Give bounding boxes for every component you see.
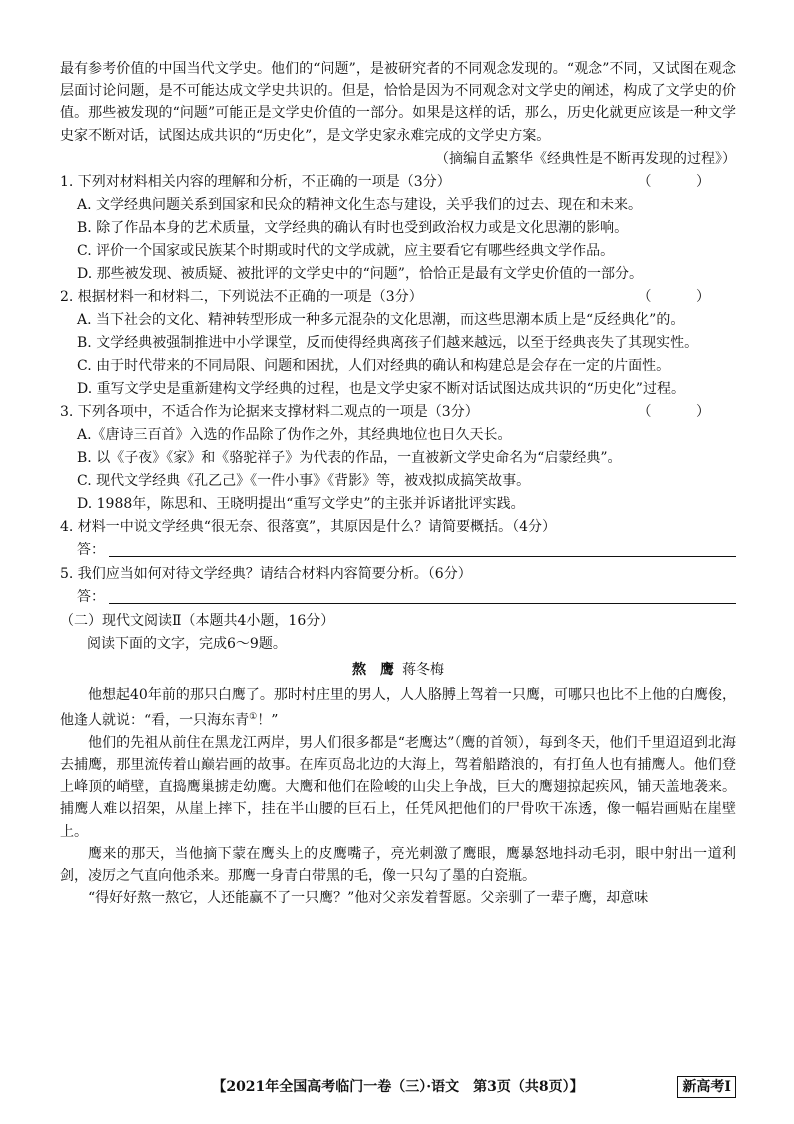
question-3: [60, 401, 736, 516]
option-c[interactable]: C. 现代文学经典《孔乙己》《一件小事》《背影》等，被戏拟成搞笑故事。: [77, 472, 531, 489]
option-a[interactable]: A. 当下社会的文化、精神转型形成一种多元混杂的文化思潮，而这些思潮本质上是“反经典化”的。: [77, 311, 685, 328]
option-c[interactable]: C. 由于时代带来的不同局限、问题和困扰，人们对经典的确认和构建总是会存在一定的片面性。: [77, 357, 671, 374]
footer-title: 【2021年全国高考临门一卷（三）·语文 第3页（共8页）】: [212, 1079, 584, 1095]
question-stem: 5. 我们应当如何对待文学经典？请结合材料内容简要分析。（6分）: [60, 565, 472, 582]
answer-label: 答：: [77, 541, 105, 558]
section-heading: （二）现代文阅读Ⅱ（本题共4小题，16分）: [60, 612, 335, 629]
story-paragraph-2: 他们的先祖从前住在黑龙江两岸，男人们很多都是“老鹰达”（鹰的首领），每到冬天，他们千里迢迢到北海去捕鹰，那里流传着山巅岩画的故事。在库页岛北边的大海上，驾着船踏浪的，有打鱼人也有捕鹰人。他们登上峰顶的峭壁，直捣鹰巢掳走幼鹰。大鹰和他们在险峻的山尖上争战，巨大的鹰翅掠起疾风，铺天盖地袭来。捕鹰人难以招架，从崖上摔下，挂在半山腰的巨石上，任凭风把他们的尸骨吹干冻透，像一幅岩画贴在崖壁上。: [60, 734, 736, 840]
answer-paren[interactable]: （ ）: [637, 288, 730, 305]
answer-row: [77, 586, 736, 609]
page-footer: [60, 1076, 736, 1098]
option-b[interactable]: B. 以《子夜》《家》和《骆驼祥子》为代表的作品，一直被新文学史命名为“启蒙经典”。: [77, 449, 622, 466]
source-citation: （摘编自孟繁华《经典性是不断再发现的过程》）: [435, 150, 736, 167]
story-paragraph-4: “得好好熬一熬它，人还能赢不了一只鹰？”他对父亲发着誓愿。父亲驯了一辈子鹰，却意味: [88, 890, 649, 907]
answer-paren[interactable]: （ ）: [637, 403, 730, 420]
story-title: 熬 鹰: [352, 661, 394, 678]
story-author: 蒋冬梅: [402, 661, 444, 678]
option-d[interactable]: D. 1988年，陈思和、王晓明提出“重写文学史”的主张并诉诸批评实践。: [77, 495, 525, 512]
passage-end: 最有参考价值的中国当代文学史。他们的“问题”，是被研究者的不同观念发现的。“观念”不同，又试图在观念层面讨论问题，是不可能达成文学史共识的。但是，恰恰是因为不同观念对文学史的阐述，构成了文学史的价值。那些被发现的“问题”可能正是文学史价值的一部分。如果是这样的话，那么，历史化就更应该是一种文学史家不断对话，试图达成共识的“历史化”，是文学史家永难完成的文学史方案。: [60, 61, 736, 144]
answer-label: 答：: [77, 588, 105, 605]
question-2: [60, 286, 736, 401]
option-c[interactable]: C. 评价一个国家或民族某个时期或时代的文学成就，应主要看它有哪些经典文学作品。: [77, 242, 615, 259]
question-4: [60, 516, 736, 562]
option-d[interactable]: D. 重写文学史是重新建构文学经典的过程，也是文学史家不断对话试图达成共识的“历史化”过程。: [77, 380, 685, 397]
option-b[interactable]: B. 文学经典被强制推进中小学课堂，反而使得经典离孩子们越来越远，以至于经典丧失了其现实性。: [77, 334, 699, 351]
section-instruction: 阅读下面的文字，完成6～9题。: [87, 635, 287, 652]
answer-paren[interactable]: （ ）: [637, 173, 730, 190]
exam-tag: 新高考Ⅰ: [677, 1076, 736, 1098]
story-title-row: [60, 658, 736, 682]
answer-line[interactable]: [109, 589, 736, 604]
question-stem: 2. 根据材料一和材料二，下列说法不正确的一项是（3分）: [60, 288, 423, 305]
question-stem: 1. 下列对材料相关内容的理解和分析，不正确的一项是（3分）: [60, 173, 451, 190]
option-a[interactable]: A.《唐诗三百首》入选的作品除了伪作之外，其经典地位也日久天长。: [77, 426, 512, 443]
option-a[interactable]: A. 文学经典问题关系到国家和民众的精神文化生态与建设，关乎我们的过去、现在和未来。: [77, 196, 643, 213]
option-b[interactable]: B. 除了作品本身的艺术质量，文学经典的确认有时也受到政治权力或是文化思潮的影响。: [77, 219, 629, 236]
question-1: [60, 171, 736, 286]
answer-line[interactable]: [109, 542, 736, 557]
story-paragraph-3: 鹰来的那天，当他摘下蒙在鹰头上的皮鹰嘴子，亮光刺激了鹰眼，鹰暴怒地抖动毛羽，眼中射出一道利剑，凌厉之气直向他杀来。那鹰一身青白带黑的毛，像一只勾了墨的白瓷瓶。: [60, 845, 736, 885]
footnote-mark: ①: [249, 712, 258, 723]
question-stem: 3. 下列各项中，不适合作为论据来支撑材料二观点的一项是（3分）: [60, 403, 479, 420]
story-paragraph-1: 他想起40年前的那只白鹰了。那时村庄里的男人，人人胳膊上驾着一只鹰，可哪只也比不上他的白鹰俊，他逢人就说：“看，一只海东青①！”: [60, 686, 736, 729]
page-content: [60, 58, 736, 910]
option-d[interactable]: D. 那些被发现、被质疑、被批评的文学史中的“问题”，恰恰正是最有文学史价值的一部分。: [77, 265, 643, 282]
question-stem: 4. 材料一中说文学经典“很无奈、很落寞”，其原因是什么？请简要概括。（4分）: [60, 518, 557, 535]
answer-row: [77, 539, 736, 562]
question-5: [60, 563, 736, 609]
